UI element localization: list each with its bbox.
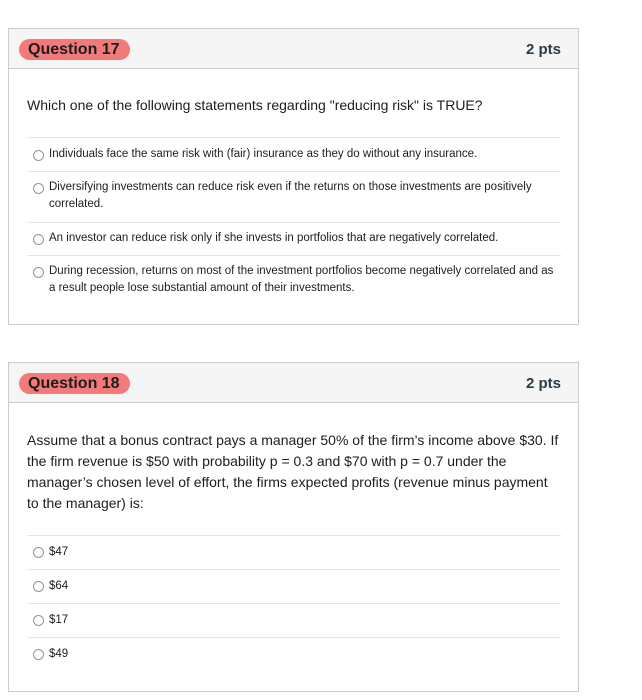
answer-option[interactable] bbox=[27, 535, 561, 569]
radio-button[interactable] bbox=[33, 547, 44, 558]
answer-list bbox=[27, 535, 561, 671]
question-card-18 bbox=[8, 362, 579, 692]
answer-option[interactable] bbox=[27, 255, 561, 307]
radio-button[interactable] bbox=[33, 150, 44, 161]
answer-option[interactable] bbox=[27, 137, 561, 171]
answer-label[interactable]: Diversifying investments can reduce risk even if the returns on those investments are positively correlated. bbox=[49, 181, 532, 210]
answer-label[interactable]: $49 bbox=[49, 648, 69, 660]
answer-option[interactable] bbox=[27, 637, 561, 671]
question-points: 2 pts bbox=[525, 41, 561, 58]
radio-button[interactable] bbox=[33, 267, 44, 278]
answer-list bbox=[27, 137, 561, 307]
radio-button[interactable] bbox=[33, 234, 44, 245]
answer-label[interactable]: During recession, returns on most of the investment portfolios become negatively correlated and as a result people lose substantial amount of their investments. bbox=[49, 265, 554, 294]
question-title: Question 18 bbox=[19, 373, 130, 394]
answer-label[interactable]: $47 bbox=[49, 546, 69, 558]
question-title: Question 17 bbox=[19, 39, 130, 60]
question-text: Which one of the following statements regarding "reducing risk" is TRUE? bbox=[27, 97, 483, 113]
radio-button[interactable] bbox=[33, 183, 44, 194]
radio-button[interactable] bbox=[33, 615, 44, 626]
question-points: 2 pts bbox=[525, 375, 561, 392]
answer-label[interactable]: $64 bbox=[49, 580, 69, 592]
question-header bbox=[9, 363, 578, 403]
answer-label[interactable]: $17 bbox=[49, 614, 69, 626]
answer-option[interactable] bbox=[27, 569, 561, 603]
answer-option[interactable] bbox=[27, 222, 561, 255]
question-card-17 bbox=[8, 28, 579, 325]
radio-button[interactable] bbox=[33, 581, 44, 592]
radio-button[interactable] bbox=[33, 649, 44, 660]
question-header bbox=[9, 29, 578, 69]
question-text: Assume that a bonus contract pays a manager 50% of the firm’s income above $30. If the firm revenue is $50 with probability p = 0.3 and $70 with p = 0.7 under the manager’s chosen level of effort, the firms expected profits (revenue minus payment to the manager) is: bbox=[27, 432, 559, 511]
answer-label[interactable]: An investor can reduce risk only if she invests in portfolios that are negatively correlated. bbox=[49, 232, 499, 244]
answer-label[interactable]: Individuals face the same risk with (fair) insurance as they do without any insurance. bbox=[49, 148, 478, 160]
answer-option[interactable] bbox=[27, 603, 561, 637]
answer-option[interactable] bbox=[27, 171, 561, 222]
